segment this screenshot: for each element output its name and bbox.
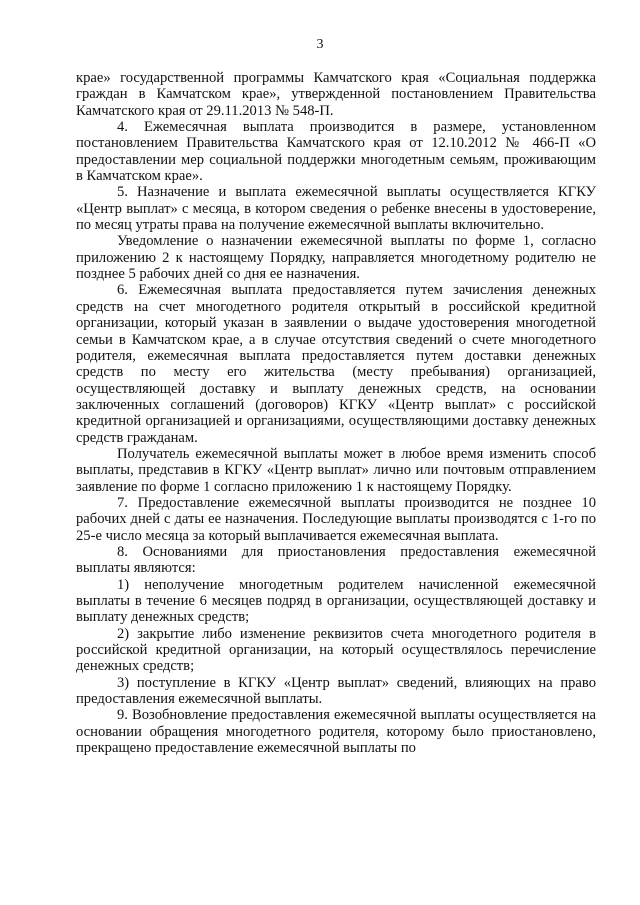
page-number: 3 — [316, 37, 324, 52]
paragraph-item-6: 6. Ежемесячная выплата предоставляется путем зачисления денежных средств на счет многодетного родителя открытый в российской кредитной организации, который указан в заявлении о выдаче удостоверения многодетной семьи в Камчатском крае, а в случае отсутствия сведений о счете многодетного родителя, ежемесячная выплата предоставляется путем доставки денежных средств по месту его жительства (месту пребывания) организацией, осуществляющей доставку и выплату денежных средств, на основании заключенных соглашений (договоров) КГКУ «Центр выплат» с российской кредитной организацией и организациями, осуществляющими доставку денежных средств гражданам. — [76, 282, 596, 446]
document-body — [76, 70, 596, 756]
paragraph-subitem-1: 1) неполучение многодетным родителем начисленной ежемесячной выплаты в течение 6 месяцев подряд в организации, осуществляющей доставку и выплату денежных средств; — [76, 576, 596, 626]
paragraph-item-8: 8. Основаниями для приостановления предоставления ежемесячной выплаты являются: — [76, 543, 596, 577]
paragraph-item-4: 4. Ежемесячная выплата производится в размере, установленном постановлением Правительства Камчатского края от 12.10.2012 № 466-П «О предоставлении мер социальной поддержки многодетным семьям, проживающим в Камчатском крае». — [76, 119, 596, 185]
paragraph-notification: Уведомление о назначении ежемесячной выплаты по форме 1, согласно приложению 2 к настоящему Порядку, направляется многодетному родителю не позднее 5 рабочих дней со дня ее назначения. — [76, 233, 596, 283]
paragraph-subitem-3: 3) поступление в КГКУ «Центр выплат» сведений, влияющих на право предоставления ежемесячной выплаты. — [76, 674, 596, 708]
paragraph-item-5: 5. Назначение и выплата ежемесячной выплаты осуществляется КГКУ «Центр выплат» с месяца, в котором сведения о ребенке внесены в удостоверение, по месяц утраты права на получение ежемесячной выплаты включительно. — [76, 184, 596, 234]
paragraph-item-7: 7. Предоставление ежемесячной выплаты производится не позднее 10 рабочих дней с даты ее назначения. Последующие выплаты производятся с 1-го по 25-е число месяца за который выплачивается ежемесячная выплата. — [76, 494, 596, 544]
paragraph-subitem-2: 2) закрытие либо изменение реквизитов счета многодетного родителя в российской кредитной организации, на который осуществлялось перечисление денежных средств; — [76, 625, 596, 675]
paragraph-continuation: крае» государственной программы Камчатского края «Социальная поддержка граждан в Камчатском крае», утвержденной постановлением Правительства Камчатского края от 29.11.2013 № 548-П. — [76, 70, 596, 119]
paragraph-change-payment-method: Получатель ежемесячной выплаты может в любое время изменить способ выплаты, представив в КГКУ «Центр выплат» лично или почтовым отправлением заявление по форме 1 согласно приложению 1 к настоящему Порядку. — [76, 445, 596, 495]
paragraph-item-9: 9. Возобновление предоставления ежемесячной выплаты осуществляется на основании обращения многодетного родителя, которому было приостановлено, прекращено предоставление ежемесячной выплаты по — [76, 707, 596, 757]
